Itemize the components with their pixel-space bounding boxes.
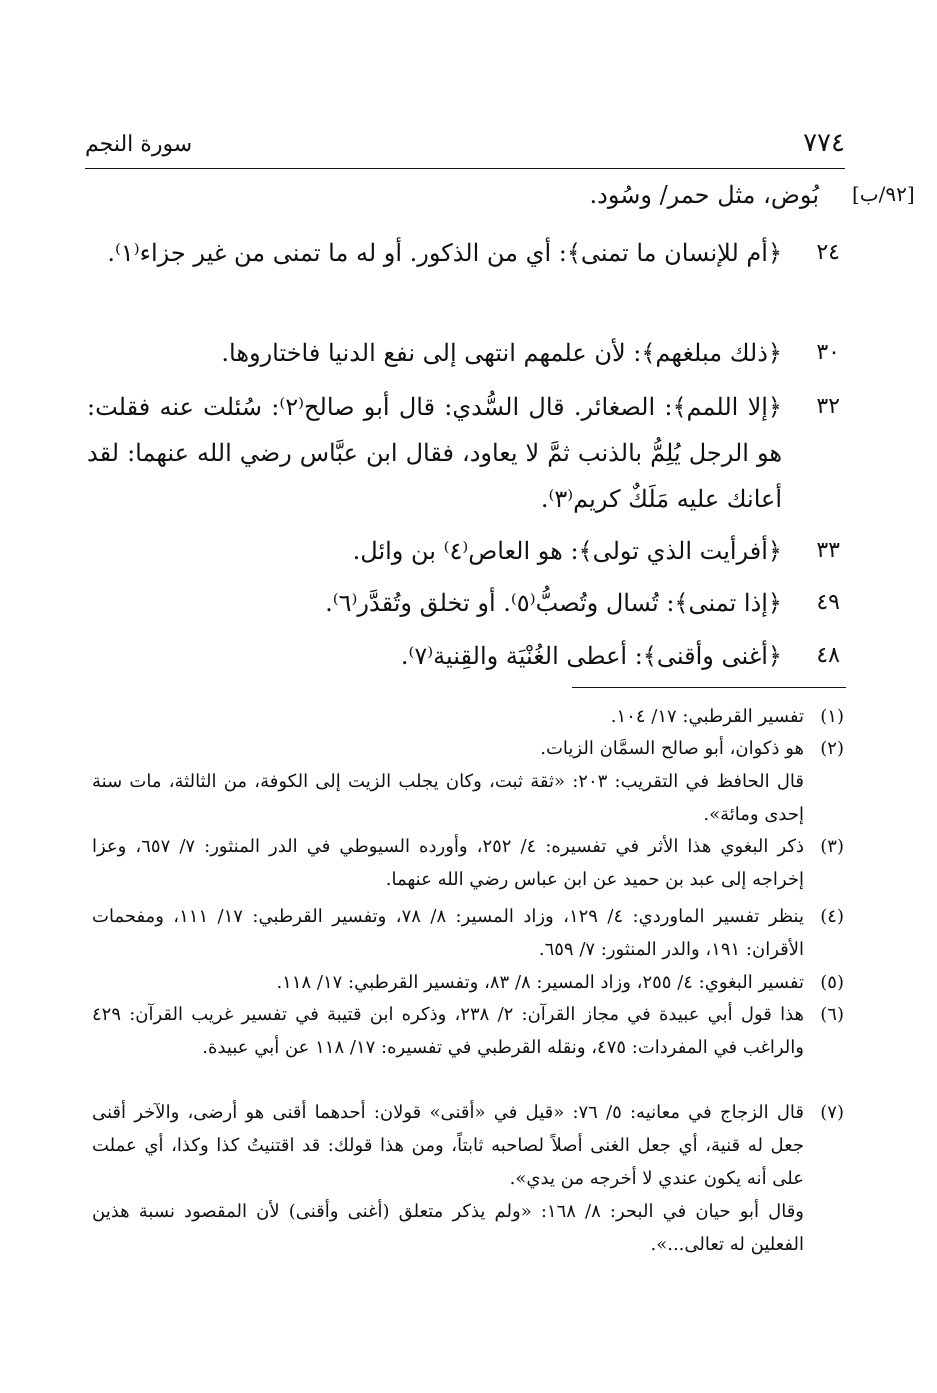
- footnote-text: تفسير القرطبي: ١٧/ ١٠٤.: [610, 706, 804, 727]
- manuscript-folio-marker: [٩٢/ب]: [852, 182, 915, 206]
- verse-number: ٣٢: [816, 394, 840, 419]
- footnote-text: وقال أبو حيان في البحر: ٨/ ١٦٨: «ولم يذكر متعلق (أغنى وأقنى) لأن المقصود نسبة هذين الفعلين له تعالى...».: [92, 1201, 805, 1255]
- verse-number: ٤٨: [816, 643, 840, 668]
- footnote-text: هذا قول أبي عبيدة في مجاز القرآن: ٢/ ٢٣٨، وذكره ابن قتيبة في تفسير غريب القرآن: ٤٢٩ والراغب في المفردات: ٤٧٥، ونقله القرطبي في تفسيره: ١٧/ ١١٨ عن أبي عبيدة.: [92, 1004, 805, 1058]
- footnote-7: [92, 1096, 844, 1261]
- entry-verse-32: [87, 384, 840, 522]
- verse-number: ٤٩: [816, 590, 840, 615]
- entry-verse-30: [87, 330, 840, 376]
- footnote-number: (٧): [820, 1102, 844, 1123]
- entry-verse-24: [87, 230, 840, 276]
- entry-verse-33: [87, 528, 840, 574]
- footnote-3: [92, 830, 844, 896]
- footnote-4: [92, 900, 844, 966]
- entry-text: بُوض، مثل حمر/ وسُود.: [589, 181, 819, 209]
- footnote-number: (٥): [820, 972, 844, 993]
- footnote-text: هو ذكوان، أبو صالح السمَّان الزيات.: [540, 738, 804, 759]
- entry-text: ﴿ذلك مبلغهم﴾: لأن علمهم انتهى إلى نفع الدنيا فاختاروها.: [221, 339, 782, 367]
- entry-text: ﴿أم للإنسان ما تمنى﴾: أي من الذكور. أو له ما تمنى من غير جزاء⁽١⁾.: [107, 239, 782, 267]
- verse-number: ٢٤: [816, 240, 840, 265]
- footnote-text: قال الزجاج في معانيه: ٥/ ٧٦: «قيل في «أقنى» قولان: أحدهما أقنى هو أرضى، والآخر أقنى جعل له قنية، أي جعل الغنى أصلاً لصاحبه ثابتاً، ومن هذا قولك: قد اقتنيتُ كذا وكذا، أي عملت على أنه يكون عندي لا أخرجه من يدي».: [92, 1102, 804, 1189]
- entry-text: ﴿أغنى وأقنى﴾: أعطى الغُنْيَة والقِنية⁽٧⁾.: [400, 642, 782, 670]
- footnote-1: [92, 700, 844, 733]
- page-header: [85, 128, 845, 168]
- page-number: ٧٧٤: [803, 128, 845, 158]
- footnote-6: [92, 998, 844, 1064]
- entry-text: ﴿إلا اللمم﴾: الصغائر. قال السُّدي: قال أبو صالح⁽٢⁾: سُئلت عنه فقلت: هو الرجل يُلِمُّ بالذنب ثمَّ لا يعاود، فقال ابن عبَّاس رضي الله عنهما: لقد أعانك عليه مَلَكٌ كريم⁽٣⁾.: [87, 393, 782, 513]
- surah-title: سورة النجم: [85, 132, 193, 157]
- footnote-number: (٣): [820, 836, 844, 857]
- entry-text: ﴿إذا تمنى﴾: تُسال وتُصبُّ⁽٥⁾. أو تخلق وتُقدَّر⁽٦⁾.: [325, 589, 782, 617]
- entry-verse-48: [87, 633, 840, 679]
- footnote-text: قال الحافظ في التقريب: ٢٠٣: «ثقة ثبت، وكان يجلب الزيت إلى الكوفة، من الثالثة، مات سنة إحدى ومائة».: [92, 771, 804, 825]
- footnote-text: ينظر تفسير الماوردي: ٤/ ١٢٩، وزاد المسير: ٨/ ٧٨، وتفسير القرطبي: ١٧/ ١١١، ومفحمات الأقران: ١٩١، والدر المنثور: ٧/ ٦٥٩.: [92, 906, 804, 960]
- footnote-text: ذكر البغوي هذا الأثر في تفسيره: ٤/ ٢٥٢، وأورده السيوطي في الدر المنثور: ٧/ ٦٥٧، وعزا إخراجه إلى عبد بن حميد عن ابن عباس رضي الله عنهما.: [92, 836, 804, 890]
- footnote-divider: [572, 687, 846, 688]
- footnote-text: تفسير البغوي: ٤/ ٢٥٥، وزاد المسير: ٨/ ٨٣، وتفسير القرطبي: ١٧/ ١١٨.: [276, 972, 804, 993]
- footnote-number: (٦): [820, 1004, 844, 1025]
- verse-number: ٣٣: [816, 538, 840, 563]
- footnote-number: (٤): [820, 906, 844, 927]
- entry-continuation: [119, 172, 819, 218]
- verse-number: ٣٠: [816, 340, 840, 365]
- footnote-5: [92, 966, 844, 999]
- header-divider: [85, 168, 845, 169]
- footnote-number: (١): [820, 706, 844, 727]
- footnote-number: (٢): [820, 738, 844, 759]
- entry-verse-49: [87, 580, 840, 626]
- entry-text: ﴿أفرأيت الذي تولى﴾: هو العاص⁽٤⁾ بن وائل.: [352, 537, 782, 565]
- footnote-2: [92, 732, 844, 831]
